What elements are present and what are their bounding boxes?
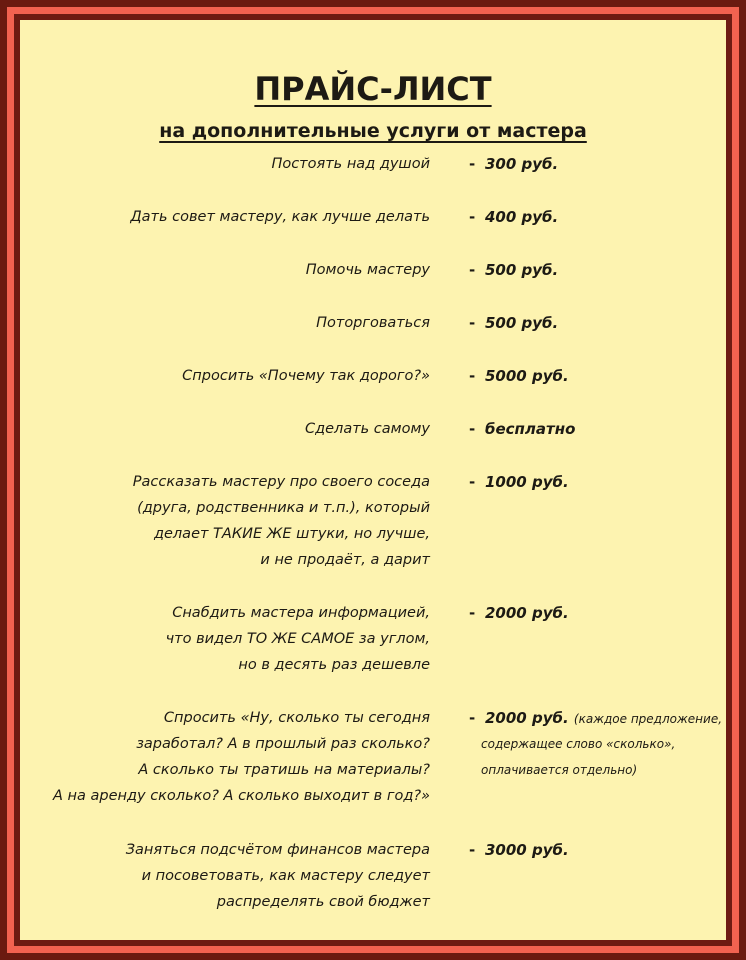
price-value: 500 руб. xyxy=(485,314,559,332)
dash: - xyxy=(469,314,476,332)
service-line: и посоветовать, как мастеру следует xyxy=(141,868,430,884)
service-line: Постоять над душой xyxy=(271,156,430,172)
page-title xyxy=(20,70,726,108)
price-value: 2000 руб. xyxy=(485,604,569,622)
price-value: 400 руб. xyxy=(485,208,559,226)
service-line: (друга, родственника и т.п.), который xyxy=(137,500,430,516)
price-note: (каждое предложение, xyxy=(573,712,723,726)
service-line: Рассказать мастеру про своего соседа xyxy=(132,474,430,490)
service-line: что видел ТО ЖЕ САМОЕ за углом, xyxy=(165,631,430,647)
price-note: содержащее слово «сколько», xyxy=(481,737,676,751)
dash: - xyxy=(469,604,476,622)
dash: - xyxy=(469,367,476,385)
price-list-sheet xyxy=(20,20,726,940)
price-value: 5000 руб. xyxy=(485,367,569,385)
service-line: Спросить «Ну, сколько ты сегодня xyxy=(163,710,430,726)
dash: - xyxy=(469,709,476,727)
dash: - xyxy=(469,473,476,491)
service-name xyxy=(30,363,430,389)
title-text: ПРАЙС-ЛИСТ xyxy=(254,70,492,108)
service-name xyxy=(30,416,430,442)
dash: - xyxy=(469,841,476,859)
service-line: Снабдить мастера информацией, xyxy=(172,605,430,621)
price-note: оплачивается отдельно) xyxy=(481,763,638,777)
price-value: 1000 руб. xyxy=(485,473,569,491)
service-name xyxy=(30,600,430,678)
service-name xyxy=(30,204,430,230)
service-line: делает ТАКИЕ ЖЕ штуки, но лучше, xyxy=(153,526,430,542)
service-name xyxy=(30,310,430,336)
price-value: 3000 руб. xyxy=(485,841,569,859)
service-line: Помочь мастеру xyxy=(305,262,430,278)
service-line: А сколько ты тратишь на материалы? xyxy=(138,762,430,778)
price-value: 500 руб. xyxy=(485,261,559,279)
price-value: бесплатно xyxy=(485,420,576,438)
service-line: заработал? А в прошлый раз сколько? xyxy=(136,736,430,752)
service-name xyxy=(30,705,430,809)
service-line: распределять свой бюджет xyxy=(216,894,430,910)
service-line: Поторговаться xyxy=(316,315,430,331)
price-value: 300 руб. xyxy=(485,155,559,173)
service-line: Спросить «Почему так дорого?» xyxy=(182,368,430,384)
service-line: Заняться подсчётом финансов мастера xyxy=(125,842,430,858)
service-line: Дать совет мастеру, как лучше делать xyxy=(130,209,430,225)
dash: - xyxy=(469,261,476,279)
service-name xyxy=(30,151,430,177)
service-line: А на аренду сколько? А сколько выходит в год?» xyxy=(52,788,430,804)
service-line: и не продаёт, а дарит xyxy=(260,552,430,568)
price-amount: 2000 руб. xyxy=(485,709,569,727)
dash: - xyxy=(469,208,476,226)
dash: - xyxy=(469,155,476,173)
price-value xyxy=(485,705,722,732)
page-subtitle xyxy=(20,120,726,142)
service-line: но в десять раз дешевле xyxy=(238,657,430,673)
service-name xyxy=(30,257,430,283)
dash: - xyxy=(469,420,476,438)
service-line: Сделать самому xyxy=(304,421,430,437)
service-name xyxy=(30,837,430,915)
service-name xyxy=(30,469,430,573)
subtitle-text: на дополнительные услуги от мастера xyxy=(159,120,587,142)
